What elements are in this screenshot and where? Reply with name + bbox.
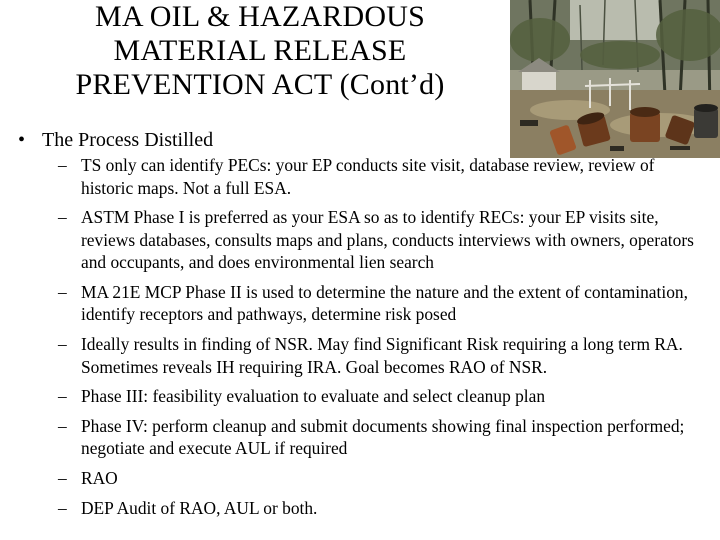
contaminated-site-photo [510, 0, 720, 158]
dash-marker: – [58, 468, 67, 489]
sub-bullet-text: ASTM Phase I is preferred as your ESA so as to identify RECs: your EP visits site, reviews databases, consults maps and plans, conducts interviews with owners, operators and occupants, and does environmental lien search [81, 207, 694, 273]
sub-bullet-text: MA 21E MCP Phase II is used to determine the nature and the extent of contamination, identify receptors and pathways, determine risk posed [81, 281, 688, 325]
bullet-marker: • [18, 129, 26, 151]
dash-marker: – [58, 155, 67, 175]
dash-marker: – [58, 281, 67, 302]
list-item [58, 206, 708, 274]
slide-title [10, 0, 510, 102]
list-item [58, 497, 708, 520]
title-line-2: MATERIAL RELEASE [113, 34, 407, 67]
list-item [58, 385, 708, 408]
title-line-3: PREVENTION ACT (Cont’d) [75, 68, 445, 101]
dash-marker: – [58, 386, 67, 407]
list-item [58, 467, 708, 490]
main-bullet-text: The Process Distilled [42, 129, 214, 151]
main-bullet [18, 128, 213, 152]
title-line-1: MA OIL & HAZARDOUS [95, 0, 425, 33]
dash-marker: – [58, 497, 67, 518]
list-item [58, 281, 708, 326]
dash-marker: – [58, 334, 67, 355]
sub-bullet-text: Phase III: feasibility evaluation to evaluate and select cleanup plan [81, 386, 546, 407]
sub-bullet-text: Phase IV: perform cleanup and submit documents showing final inspection performed; negotiate and execute AUL if required [81, 415, 685, 459]
sub-bullet-text: DEP Audit of RAO, AUL or both. [81, 497, 318, 518]
dash-marker: – [58, 415, 67, 436]
sub-bullet-text: TS only can identify PECs: your EP conducts site visit, database review, review of historic maps. Not a full ESA. [81, 155, 655, 198]
sub-bullet-text: RAO [81, 468, 118, 489]
list-item [58, 154, 708, 199]
sub-bullet-list [58, 154, 708, 527]
dash-marker: – [58, 207, 67, 228]
list-item [58, 333, 708, 378]
sub-bullet-text: Ideally results in finding of NSR. May find Significant Risk requiring a long term RA. Sometimes reveals IH requiring IRA. Goal becomes RAO of NSR. [81, 334, 683, 377]
list-item [58, 415, 708, 460]
